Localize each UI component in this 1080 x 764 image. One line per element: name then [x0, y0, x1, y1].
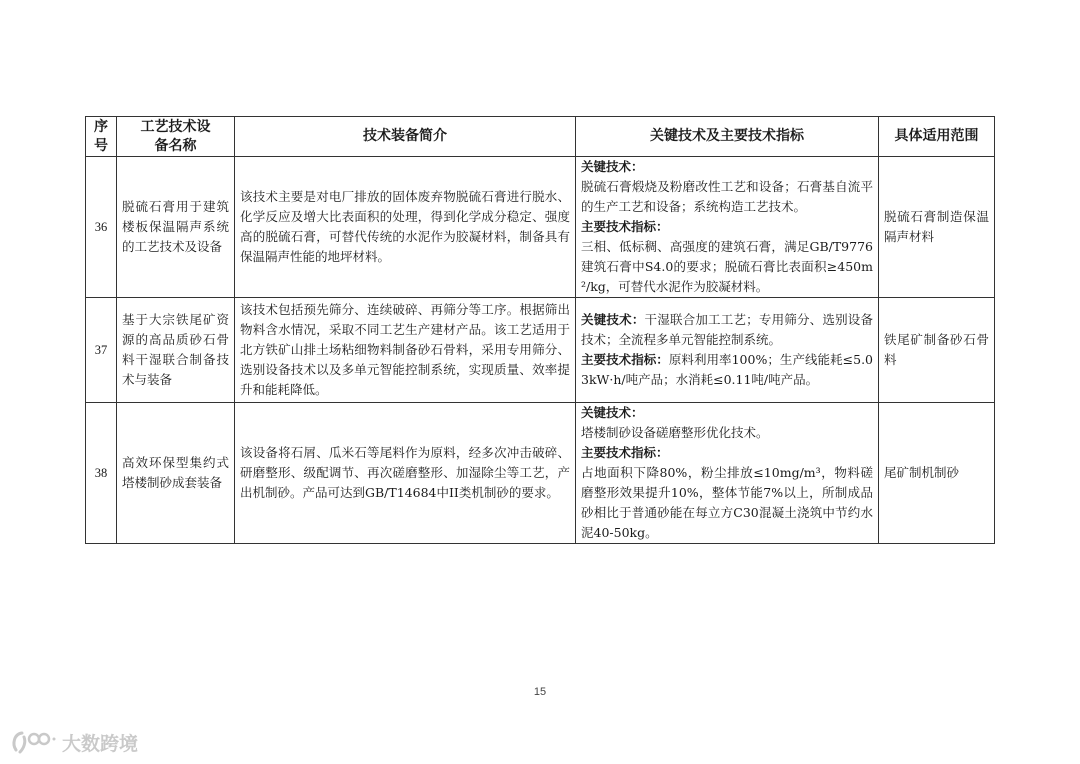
row-number: 36	[86, 157, 117, 298]
table-header-row	[86, 117, 995, 157]
table-row	[86, 157, 995, 298]
row-number: 37	[86, 298, 117, 403]
row-key-tech	[576, 157, 879, 298]
indicator-label: 主要技术指标：	[581, 352, 669, 367]
header-key: 关键技术及主要技术指标	[576, 117, 879, 157]
row-scope: 脱硫石膏制造保温隔声材料	[879, 157, 995, 298]
key-tech-label: 关键技术：	[581, 159, 644, 174]
row-scope: 铁尾矿制备砂石骨料	[879, 298, 995, 403]
row-intro: 该设备将石屑、瓜米石等尾料作为原料，经多次冲击破碎、研磨整形、级配调节、再次磋磨整形、加湿除尘等工艺，产出机制砂。产品可达到GB/T14684中II类机制砂的要求。	[235, 403, 576, 544]
indicator-label: 主要技术指标：	[581, 219, 669, 234]
row-scope: 尾矿制机制砂	[879, 403, 995, 544]
watermark-logo-icon	[10, 728, 56, 756]
indicator-text: 三相、低标稠、高强度的建筑石膏，满足GB/T9776建筑石膏中S4.0的要求；脱硫石膏比表面积≥450m²/kg，可替代水泥作为胶凝材料。	[581, 239, 873, 294]
table-row	[86, 298, 995, 403]
header-intro: 技术装备简介	[235, 117, 576, 157]
indicator-text: 占地面积下降80%，粉尘排放≤10mg/m³，物料磋磨整形效果提升10%，整体节能7%以上，所制成品砂相比于普通砂能在每立方C30混凝土浇筑中节约水泥40-50kg。	[581, 465, 873, 540]
key-tech-text: 塔楼制砂设备磋磨整形优化技术。	[581, 425, 769, 440]
row-name: 脱硫石膏用于建筑楼板保温隔声系统的工艺技术及设备	[117, 157, 235, 298]
row-number: 38	[86, 403, 117, 544]
indicator-label: 主要技术指标：	[581, 445, 669, 460]
header-scope: 具体适用范围	[879, 117, 995, 157]
technology-table	[85, 116, 995, 544]
row-intro: 该技术包括预先筛分、连续破碎、再筛分等工序。根据筛出物料含水情况，采取不同工艺生产建材产品。该工艺适用于北方铁矿山排土场粘细物料制备砂石骨料，采用专用筛分、选别设备技术以及多单元智能控制系统，实现质量、效率提升和能耗降低。	[235, 298, 576, 403]
header-seq: 序号	[86, 117, 117, 157]
row-key-tech	[576, 403, 879, 544]
row-name: 高效环保型集约式塔楼制砂成套装备	[117, 403, 235, 544]
watermark	[10, 728, 138, 756]
header-name: 工艺技术设备名称	[117, 117, 235, 157]
table-row	[86, 403, 995, 544]
row-intro: 该技术主要是对电厂排放的固体废弃物脱硫石膏进行脱水、化学反应及增大比表面积的处理，得到化学成分稳定、强度高的脱硫石膏，可替代传统的水泥作为胶凝材料，制备具有保温隔声性能的地坪材料。	[235, 157, 576, 298]
row-name: 基于大宗铁尾矿资源的高品质砂石骨料干湿联合制备技术与装备	[117, 298, 235, 403]
watermark-text: 大数跨境	[62, 732, 139, 755]
key-tech-label: 关键技术：	[581, 405, 644, 420]
key-tech-text: 脱硫石膏煅烧及粉磨改性工艺和设备；石膏基自流平的生产工艺和设备；系统构造工艺技术。	[581, 179, 873, 214]
key-tech-text: 干湿联合加工工艺；专用筛分、选别设备技术；全流程多单元智能控制系统。	[581, 312, 873, 347]
key-tech-label: 关键技术：	[581, 312, 645, 327]
indicator-text: 原料利用率100%；生产线能耗≤5.03kW·h/吨产品；水消耗≤0.11吨/吨产品。	[581, 352, 873, 387]
row-key-tech	[576, 298, 879, 403]
page-number: 15	[533, 686, 547, 698]
